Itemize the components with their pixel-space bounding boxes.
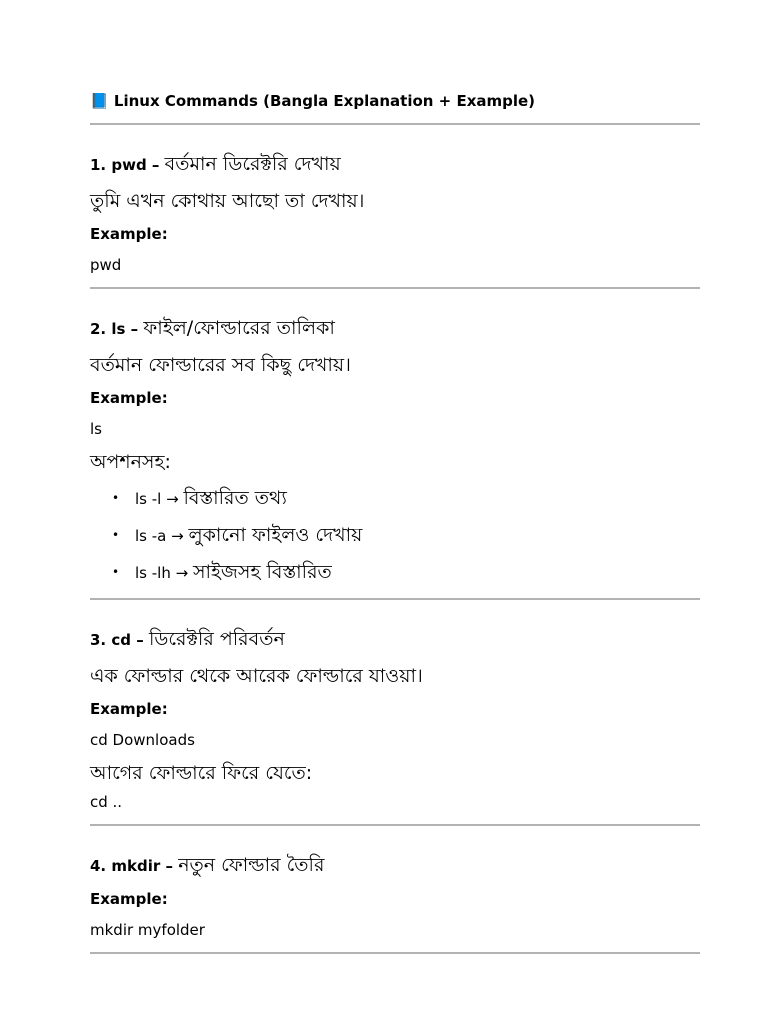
list-item xyxy=(90,522,700,549)
example-code: mkdir myfolder xyxy=(90,921,205,939)
command-description: এক ফোল্ডার থেকে আরেক ফোল্ডারে যাওয়া। xyxy=(90,665,423,687)
list-item xyxy=(90,559,700,586)
option-code: ls -lh → xyxy=(135,564,193,582)
command-summary: ফাইল/ফোল্ডারের তালিকা xyxy=(143,317,335,339)
command-heading xyxy=(90,315,700,342)
command-heading xyxy=(90,626,700,653)
command-section-mkdir xyxy=(90,852,700,954)
document-title: 📘 Linux Commands (Bangla Explanation + Example) xyxy=(90,92,536,110)
command-heading xyxy=(90,151,700,178)
command-description: বর্তমান ফোল্ডারের সব কিছু দেখায়। xyxy=(90,354,351,376)
divider xyxy=(90,123,700,125)
command-summary: নতুন ফোল্ডার তৈরি xyxy=(178,854,325,876)
command-summary: ডিরেক্টরি পরিবর্তন xyxy=(148,628,285,650)
option-description: বিস্তারিত তথ্য xyxy=(183,487,287,509)
back-example-code: cd .. xyxy=(90,793,123,811)
option-description: লুকানো ফাইলও দেখায় xyxy=(188,524,363,546)
example-label: Example: xyxy=(90,890,168,908)
divider xyxy=(90,952,700,954)
divider xyxy=(90,598,700,600)
divider xyxy=(90,287,700,289)
command-name: 1. pwd – xyxy=(90,156,165,174)
command-heading xyxy=(90,852,700,879)
command-name: 2. ls – xyxy=(90,320,144,338)
command-section-ls xyxy=(90,315,700,600)
example-label: Example: xyxy=(90,700,168,718)
command-name: 4. mkdir – xyxy=(90,857,179,875)
example-code: ls xyxy=(90,420,102,438)
options-list xyxy=(90,485,700,586)
list-item xyxy=(90,485,700,512)
bullet-icon: • xyxy=(112,528,120,542)
example-code: cd Downloads xyxy=(90,731,195,749)
bullet-icon: • xyxy=(112,491,120,505)
command-description: তুমি এখন কোথায় আছো তা দেখায়। xyxy=(90,190,365,212)
command-section-cd xyxy=(90,626,700,826)
divider xyxy=(90,824,700,826)
example-code: pwd xyxy=(90,256,122,274)
command-section-pwd xyxy=(90,151,700,289)
option-description: সাইজসহ বিস্তারিত xyxy=(192,561,332,583)
option-code: ls -l → xyxy=(135,490,184,508)
command-name: 3. cd – xyxy=(90,631,149,649)
command-summary: বর্তমান ডিরেক্টরি দেখায় xyxy=(164,153,341,175)
options-label: অপশনসহ: xyxy=(90,451,171,473)
bullet-icon: • xyxy=(112,565,120,579)
option-code: ls -a → xyxy=(135,527,189,545)
example-label: Example: xyxy=(90,389,168,407)
example-label: Example: xyxy=(90,225,168,243)
back-label: আগের ফোল্ডারে ফিরে যেতে: xyxy=(90,762,313,784)
